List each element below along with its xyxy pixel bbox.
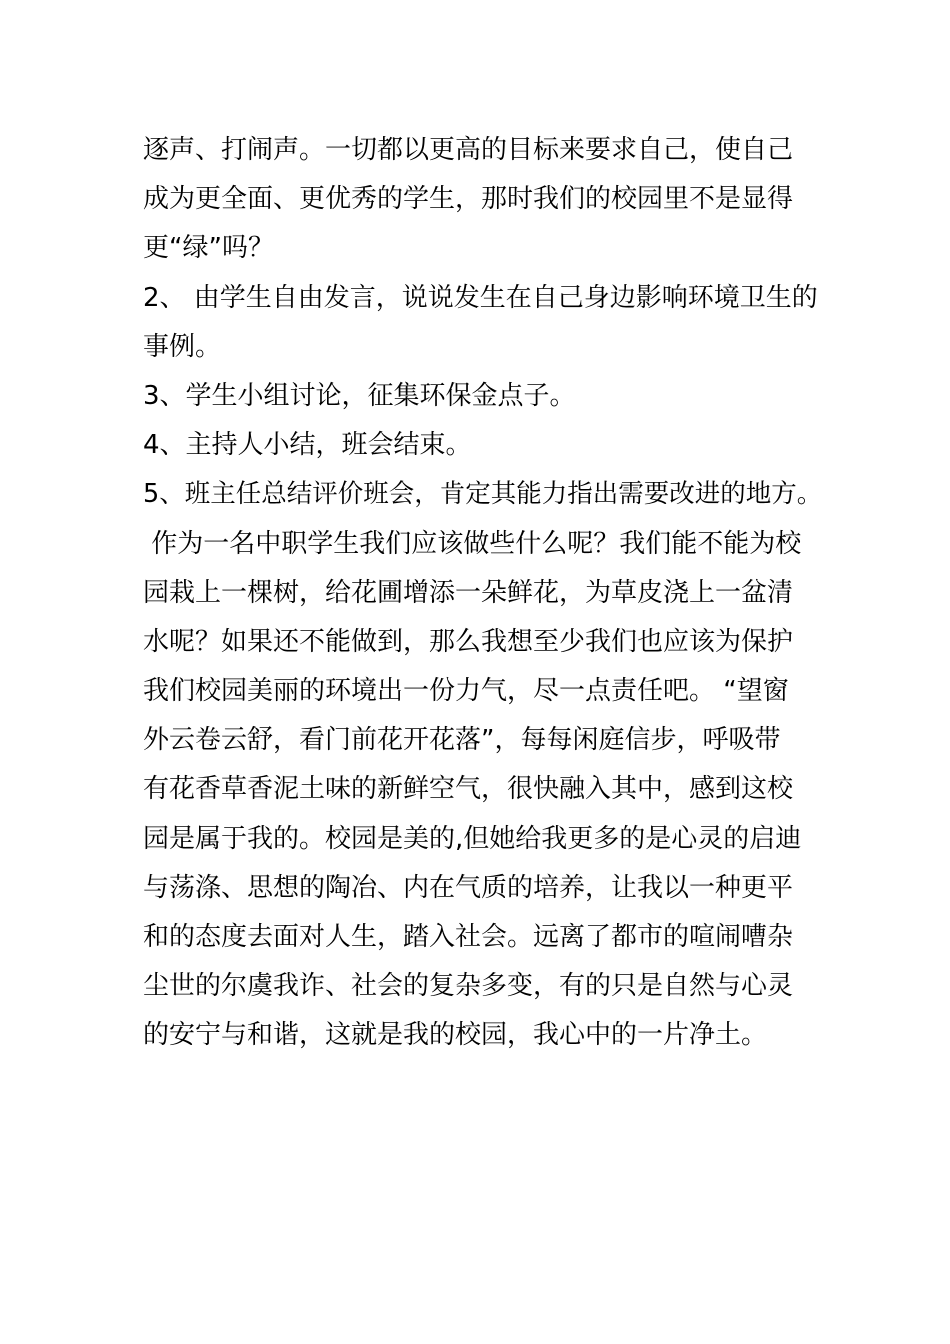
body-text xyxy=(143,126,823,1061)
list-item-5: 5、班主任总结评价班会，肯定其能力指出需要改进的地方。 xyxy=(143,479,823,510)
text-line: 我们校园美丽的环境出一份力气，尽一点责任吧。 “望窗 xyxy=(143,676,789,707)
text-line: 和的态度去面对人生，踏入社会。远离了都市的喧闹嘈杂 xyxy=(143,922,794,952)
text-line: 有花香草香泥土味的新鲜空气，很快融入其中，感到这校 xyxy=(143,774,794,805)
list-item-4: 4、主持人小结，班会结束。 xyxy=(143,430,472,461)
text-line: 的安宁与和谐，这就是我的校园，我心中的一片净土。 xyxy=(143,1020,768,1051)
list-item-3: 3、学生小组讨论，征集环保金点子。 xyxy=(143,380,576,411)
text-line: 逐声、打闹声。一切都以更高的目标来要求自己，使自己 xyxy=(143,135,794,165)
text-line: 更“绿”吗？ xyxy=(143,233,274,264)
text-line: 园栽上一棵树，给花圃增添一朵鲜花，为草皮浇上一盆清 xyxy=(143,577,794,608)
text-line: 与荡涤、思想的陶冶、内在气质的培养，让我以一种更平 xyxy=(143,872,794,903)
text-line: 水呢？如果还不能做到，那么我想至少我们也应该为保护 xyxy=(143,626,794,657)
text-line: 成为更全面、更优秀的学生，那时我们的校园里不是显得 xyxy=(143,184,794,215)
text-line: 外云卷云舒，看门前花开花落”，每每闲庭信步，呼吸带 xyxy=(143,725,781,756)
list-item-2: 2、 由学生自由发言，说说发生在自己身边影响环境卫生的 xyxy=(143,282,818,313)
text-line: 作为一名中职学生我们应该做些什么呢？我们能不能为校 xyxy=(143,528,802,559)
text-line: 园是属于我的。校园是美的,但她给我更多的是心灵的启迪 xyxy=(143,823,802,854)
text-line: 尘世的尔虞我诈、社会的复杂多变，有的只是自然与心灵 xyxy=(143,971,794,1002)
text-line: 事例。 xyxy=(143,331,222,362)
